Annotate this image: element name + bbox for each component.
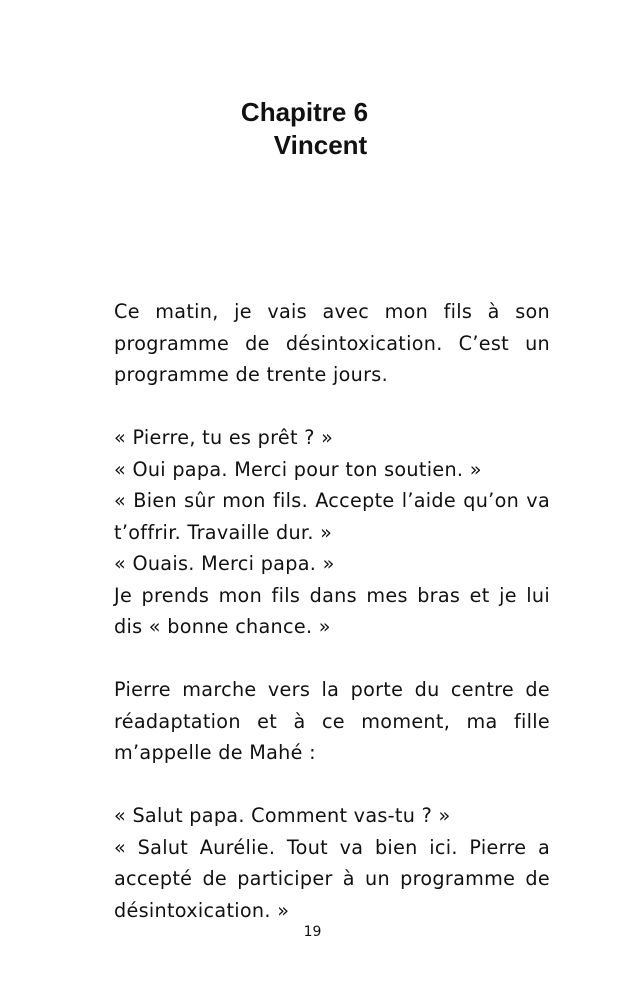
text-line: Pierre marche vers la porte du centre de <box>114 678 550 701</box>
text-line: désintoxication. » <box>114 898 290 922</box>
text-line: « Salut papa. Comment vas-tu ? » <box>114 804 451 827</box>
paragraph-gap <box>114 769 550 801</box>
chapter-title: Chapitre 6 <box>240 97 369 127</box>
text-line: « Pierre, tu es prêt ? » <box>114 426 334 449</box>
text-line: m’appelle de Mahé : <box>114 741 316 764</box>
chapter-body <box>114 296 550 926</box>
paragraph-gap <box>114 643 550 675</box>
text-line: « Bien sûr mon fils. Accepte l’aide qu’on va <box>114 489 550 512</box>
text-line: « Salut Aurélie. Tout va bien ici. Pierre a <box>114 835 550 859</box>
text-line: programme de trente jours. <box>114 363 388 386</box>
text-line: Ce matin, je vais avec mon fils à son <box>114 300 550 323</box>
text-line: dis « bonne chance. » <box>114 615 331 638</box>
text-line: programme de désintoxication. C’est un <box>114 331 550 355</box>
page-number: 19 <box>303 924 322 940</box>
paragraph-gap <box>114 391 550 423</box>
text-line: t’offrir. Travaille dur. » <box>114 520 333 544</box>
text-line: « Ouais. Merci papa. » <box>114 552 335 575</box>
text-line: réadaptation et à ce moment, ma fille <box>114 709 550 733</box>
text-line: Je prends mon fils dans mes bras et je lui <box>114 583 550 607</box>
chapter-name: Vincent <box>273 130 368 160</box>
text-line: « Oui papa. Merci pour ton soutien. » <box>114 457 482 481</box>
text-line: accepté de participer à un programme de <box>114 867 550 890</box>
